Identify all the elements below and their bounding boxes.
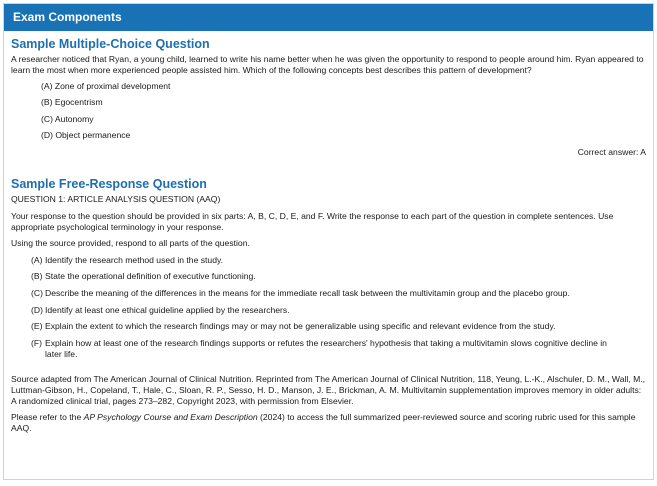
frq-part-c: [31, 288, 646, 299]
frq-heading: Sample Free-Response Question: [11, 176, 207, 191]
frq-part-text: Explain how at least one of the research findings supports or refutes the researchers' hypothesis that taking a multivitamin slows cognitive decline in later life.: [45, 338, 607, 359]
frq-prompt: Using the source provided, respond to all parts of the question.: [11, 237, 250, 248]
frq-part-letter: (F): [31, 338, 42, 348]
correct-answer: Correct answer: A: [577, 146, 646, 157]
frq-part-text: Explain the extent to which the research findings may or may not be generalizable using specific and relevant evidence from the study.: [45, 321, 556, 332]
frq-part-letter: (D): [31, 304, 43, 315]
frq-part-letter: (A): [31, 254, 43, 265]
frq-part-e: [31, 321, 646, 332]
refer-note: [11, 412, 646, 434]
frq-part-text: Identify the research method used in the study.: [45, 254, 224, 265]
mcq-option-b: (B) Egocentrism: [41, 97, 103, 108]
frq-part-letter: (E): [31, 321, 43, 332]
frq-part-a: [31, 255, 646, 266]
panel-content: [4, 31, 653, 434]
frq-parts: [11, 255, 646, 360]
mcq-stem: A researcher noticed that Ryan, a young child, learned to write his name better when he was given the opportunity to respond to people around him. Ryan appeared to learn the most when more experienced people assisted him. Which of the following concepts best describes this pattern of development?: [11, 54, 644, 75]
mcq-heading: Sample Multiple-Choice Question: [11, 37, 210, 51]
mcq-option-a: (A) Zone of proximal development: [41, 81, 171, 91]
exam-components-panel: [3, 3, 654, 480]
refer-prefix: Please refer to the: [11, 412, 84, 422]
frq-part-text: State the operational definition of executive functioning.: [45, 271, 256, 282]
mcq-options: [11, 81, 646, 141]
refer-suffix: (2024) to access the full summarized peer-reviewed source and scoring rubric used for this sample AAQ.: [11, 412, 636, 433]
frq-part-letter: (B): [31, 271, 43, 282]
mcq-option-c: (C) Autonomy: [41, 113, 94, 124]
frq-part-b: [31, 271, 646, 282]
frq-question-title: QUESTION 1: ARTICLE ANALYSIS QUESTION (AAQ): [11, 193, 221, 204]
frq-instructions: Your response to the question should be provided in six parts: A, B, C, D, E, and F. Write the response to each part of the question in complete sentences. Use appropriate psychological terminology in your response.: [11, 210, 614, 232]
frq-part-d: [31, 305, 646, 316]
frq-part-text: Describe the meaning of the differences in the means for the immediate recall task between the multivitamin group and the placebo group.: [45, 287, 570, 298]
ced-title: AP Psychology Course and Exam Description: [83, 412, 258, 422]
frq-part-text: Identify at least one ethical guideline applied by the researchers.: [45, 304, 290, 315]
frq-part-letter: (C): [31, 287, 43, 298]
source-citation: Source adapted from The American Journal of Clinical Nutrition. Reprinted from The American Journal of Clinical Nutrition, 118, Yeung, L.-K., Alschuler, D. M., Wall, M., Luttman-Gibson, H., Copeland, T., Hale, C., Sloan, R. P., Sesso, H. D., Manson, J. E., Brickman, A. M. Multivitamin supplementation improves memory in older adults: A randomized clinical trial, pages 273–282, Copyright 2023, with permission from Elsevier.: [11, 374, 646, 406]
panel-header: Exam Components: [4, 4, 653, 31]
frq-part-f: [31, 338, 646, 360]
mcq-option-d: (D) Object permanence: [41, 130, 131, 141]
